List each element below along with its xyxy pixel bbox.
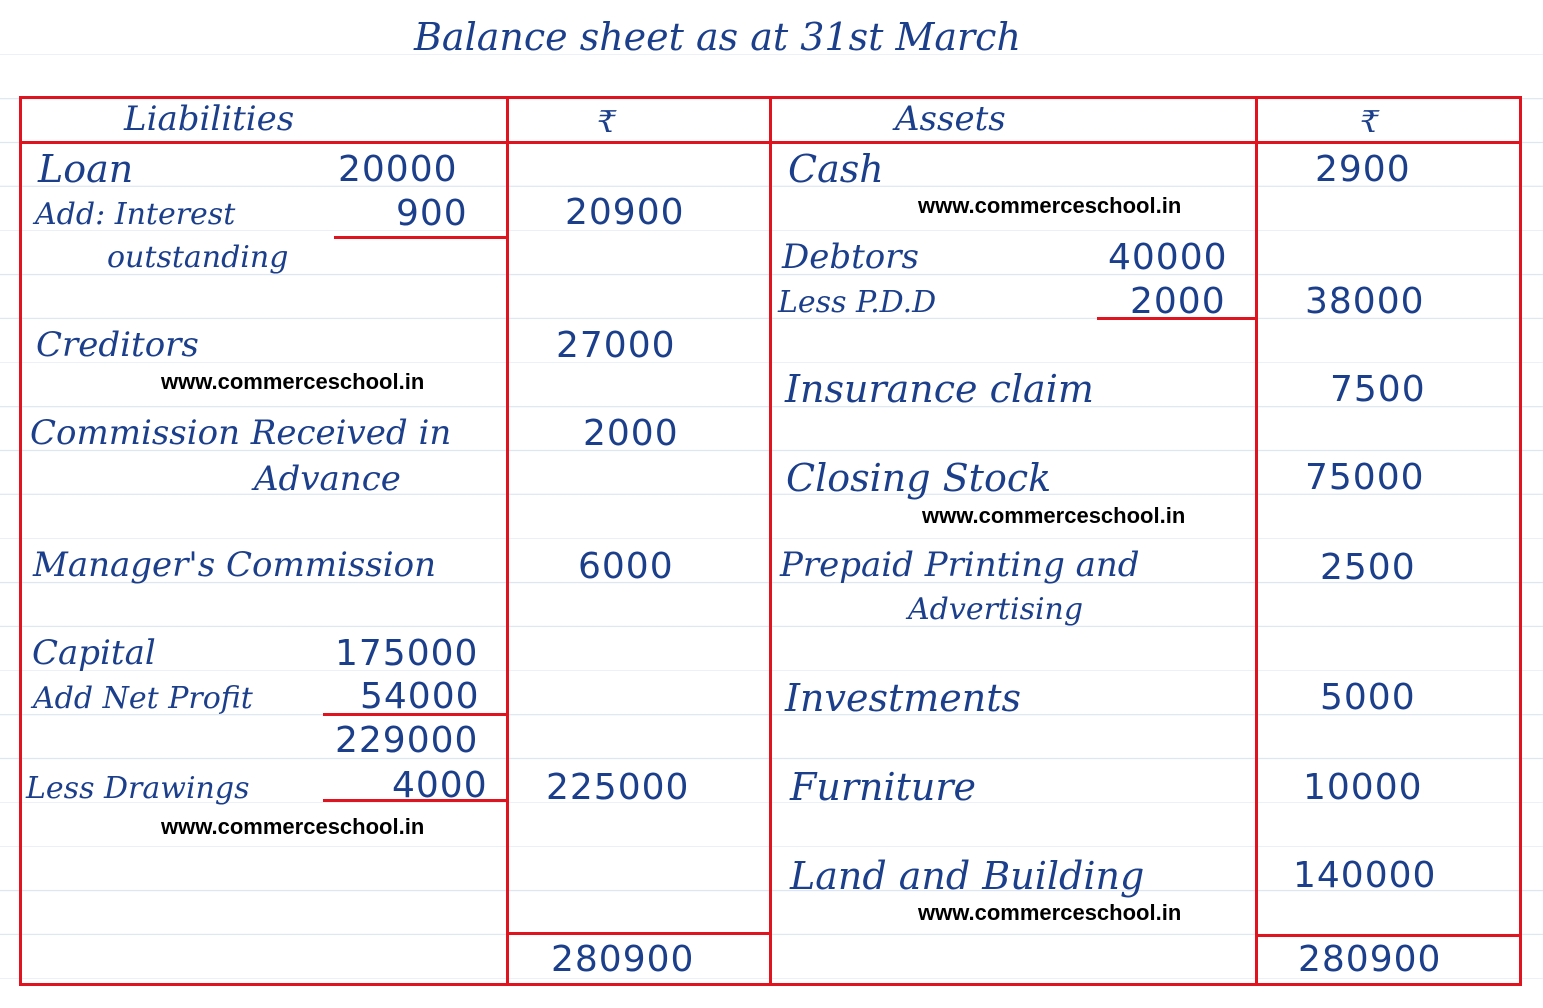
- watermark: www.commerceschool.in: [161, 369, 425, 394]
- furniture-total: 10000: [1303, 767, 1423, 808]
- prepaid-label-line2: Advertising: [908, 592, 1084, 627]
- net-profit-amount: 54000: [360, 676, 480, 717]
- capital-subtotal: 229000: [335, 720, 479, 761]
- drawings-amount: 4000: [392, 765, 488, 806]
- assets-grand-total: 280900: [1298, 939, 1442, 980]
- liabilities-total-line: [508, 932, 770, 935]
- commission-received-total: 2000: [583, 413, 679, 454]
- creditors-label: Creditors: [36, 325, 199, 365]
- investments-label: Investments: [785, 676, 1021, 720]
- watermark: www.commerceschool.in: [918, 193, 1182, 218]
- liabilities-grand-total: 280900: [551, 939, 695, 980]
- liabilities-header: Liabilities: [124, 99, 295, 139]
- commission-received-label: Commission Received in: [30, 413, 452, 453]
- loan-total: 20900: [565, 192, 685, 233]
- pdd-label: Less P.D.D: [778, 285, 937, 320]
- cash-total: 2900: [1315, 149, 1411, 190]
- loan-label: Loan: [38, 147, 134, 191]
- prepaid-total: 2500: [1320, 547, 1416, 588]
- capital-label: Capital: [32, 633, 156, 673]
- debtors-amount: 40000: [1108, 237, 1228, 278]
- capital-total: 225000: [546, 767, 690, 808]
- furniture-label: Furniture: [790, 765, 977, 809]
- interest-label-line2: outstanding: [107, 240, 289, 275]
- land-building-label: Land and Building: [790, 854, 1145, 898]
- column-divider-1: [506, 96, 509, 986]
- creditors-total: 27000: [556, 325, 676, 366]
- capital-amount: 175000: [335, 633, 479, 674]
- debtors-label: Debtors: [782, 237, 919, 277]
- page-title: Balance sheet as at 31st March: [414, 15, 1021, 59]
- interest-amount: 900: [396, 193, 468, 234]
- insurance-claim-label: Insurance claim: [785, 367, 1094, 411]
- liabilities-rupee-header: ₹: [597, 105, 617, 140]
- cash-label: Cash: [788, 147, 884, 191]
- manager-commission-total: 6000: [578, 546, 674, 587]
- debtors-total: 38000: [1305, 281, 1425, 322]
- manager-commission-label: Manager's Commission: [33, 545, 436, 585]
- table-border-right: [1519, 96, 1522, 986]
- commission-received-label-line2: Advance: [254, 459, 401, 499]
- pdd-amount: 2000: [1130, 281, 1226, 322]
- watermark: www.commerceschool.in: [161, 814, 425, 839]
- closing-stock-total: 75000: [1305, 457, 1425, 498]
- assets-total-line: [1257, 934, 1519, 937]
- drawings-label: Less Drawings: [26, 771, 250, 806]
- assets-rupee-header: ₹: [1360, 105, 1380, 140]
- watermark: www.commerceschool.in: [922, 503, 1186, 528]
- net-profit-label: Add Net Profit: [33, 681, 253, 716]
- table-border-left: [19, 96, 22, 986]
- interest-label: Add: Interest: [35, 197, 236, 232]
- insurance-claim-total: 7500: [1330, 369, 1426, 410]
- watermark: www.commerceschool.in: [918, 900, 1182, 925]
- prepaid-label: Prepaid Printing and: [780, 545, 1140, 585]
- investments-total: 5000: [1320, 677, 1416, 718]
- assets-header: Assets: [895, 99, 1006, 139]
- land-building-total: 140000: [1293, 855, 1437, 896]
- loan-amount: 20000: [338, 149, 458, 190]
- interest-underline: [334, 236, 506, 239]
- column-divider-3: [1255, 96, 1258, 986]
- column-divider-2: [769, 96, 772, 986]
- closing-stock-label: Closing Stock: [786, 456, 1052, 500]
